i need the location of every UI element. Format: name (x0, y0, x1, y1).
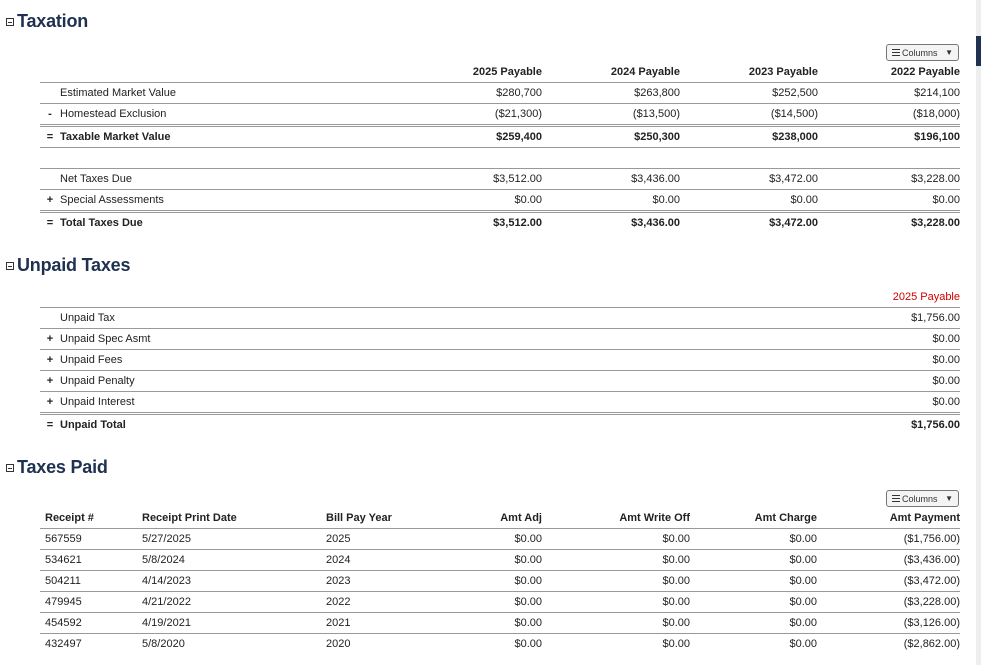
cell: 5/8/2024 (142, 550, 326, 571)
row-value: ($21,300) (220, 104, 542, 126)
row-value: $0.00 (820, 350, 960, 371)
row-label: Net Taxes Due (60, 169, 220, 190)
cell: $0.00 (542, 571, 690, 592)
cell: 504211 (40, 571, 142, 592)
row-label: Taxable Market Value (60, 126, 220, 148)
cell: $0.00 (542, 550, 690, 571)
row-label: Estimated Market Value (60, 83, 220, 104)
cell: 4/14/2023 (142, 571, 326, 592)
list-icon (892, 49, 900, 56)
row-label: Unpaid Fees (60, 350, 820, 371)
row-label: Unpaid Spec Asmt (60, 329, 820, 350)
collapse-icon[interactable] (6, 262, 14, 270)
col-header: 2025 Payable (472, 66, 542, 78)
cell: $0.00 (690, 571, 817, 592)
row-operator: + (40, 371, 60, 392)
col-header: Amt Charge (754, 512, 817, 524)
cell: 4/19/2021 (142, 613, 326, 634)
col-header: Receipt Print Date (142, 512, 237, 524)
row-value: $259,400 (220, 126, 542, 148)
cell: $0.00 (690, 613, 817, 634)
col-header: Receipt # (45, 512, 94, 524)
section-title: Unpaid Taxes (17, 255, 131, 275)
table-row (40, 392, 960, 414)
list-icon (892, 495, 900, 502)
row-operator: = (40, 126, 60, 148)
chevron-down-icon: ▼ (945, 48, 953, 57)
cell: $0.00 (690, 634, 817, 655)
cell: $0.00 (542, 613, 690, 634)
cell: 2022 (326, 592, 436, 613)
row-value: $238,000 (680, 126, 818, 148)
col-header: 2024 Payable (610, 66, 680, 78)
taxes-paid-table (40, 508, 960, 654)
row-operator (40, 169, 60, 190)
paid-section-header[interactable] (6, 457, 108, 478)
table-row (40, 550, 960, 571)
row-operator (40, 83, 60, 104)
row-value: $3,472.00 (680, 212, 818, 234)
row-operator: + (40, 392, 60, 414)
row-value: $214,100 (818, 83, 960, 104)
row-value: ($18,000) (818, 104, 960, 126)
row-value: $250,300 (542, 126, 680, 148)
table-row (40, 571, 960, 592)
row-value: $3,472.00 (680, 169, 818, 190)
cell: $0.00 (542, 592, 690, 613)
cell: $0.00 (436, 592, 542, 613)
col-header: 2023 Payable (748, 66, 818, 78)
table-row (40, 592, 960, 613)
cell: $0.00 (542, 529, 690, 550)
cell: $0.00 (436, 529, 542, 550)
section-title: Taxes Paid (17, 457, 108, 477)
row-value: $252,500 (680, 83, 818, 104)
cell: 454592 (40, 613, 142, 634)
cell: $0.00 (436, 634, 542, 655)
row-value: ($13,500) (542, 104, 680, 126)
row-value: $196,100 (818, 126, 960, 148)
table-row (40, 104, 960, 126)
row-label: Unpaid Interest (60, 392, 820, 414)
columns-button-label: Columns (902, 47, 938, 58)
taxation-section-header[interactable] (6, 11, 88, 32)
row-value: $263,800 (542, 83, 680, 104)
row-value: $3,512.00 (220, 169, 542, 190)
table-row (40, 126, 960, 148)
table-row (40, 308, 960, 329)
table-row (40, 371, 960, 392)
row-operator: - (40, 104, 60, 126)
collapse-icon[interactable] (6, 18, 14, 26)
row-value: ($14,500) (680, 104, 818, 126)
row-value: $0.00 (820, 392, 960, 414)
cell: $0.00 (436, 613, 542, 634)
table-row (40, 613, 960, 634)
cell: ($3,228.00) (817, 592, 960, 613)
cell: $0.00 (690, 529, 817, 550)
row-value: $1,756.00 (820, 414, 960, 436)
cell: 5/8/2020 (142, 634, 326, 655)
table-row (40, 350, 960, 371)
row-label: Total Taxes Due (60, 212, 220, 234)
row-operator: + (40, 350, 60, 371)
collapse-icon[interactable] (6, 464, 14, 472)
row-value: $1,756.00 (820, 308, 960, 329)
cell: ($3,436.00) (817, 550, 960, 571)
taxes-due-table (40, 168, 960, 233)
row-value: $3,228.00 (818, 212, 960, 234)
row-operator: = (40, 414, 60, 436)
columns-button-label: Columns (902, 493, 938, 504)
cell: $0.00 (436, 571, 542, 592)
row-label: Unpaid Penalty (60, 371, 820, 392)
market-value-table (40, 62, 960, 148)
cell: 2020 (326, 634, 436, 655)
scrollbar[interactable] (976, 0, 981, 665)
col-header: Amt Adj (500, 512, 542, 524)
row-value: $0.00 (220, 190, 542, 212)
cell: 4/21/2022 (142, 592, 326, 613)
col-header: 2025 Payable (892, 291, 960, 303)
scrollbar-thumb[interactable] (976, 36, 981, 66)
cell: 479945 (40, 592, 142, 613)
row-label: Special Assessments (60, 190, 220, 212)
cell: ($3,472.00) (817, 571, 960, 592)
row-value: $0.00 (818, 190, 960, 212)
row-value: $3,436.00 (542, 212, 680, 234)
col-header: 2022 Payable (890, 66, 960, 78)
unpaid-table (40, 287, 960, 435)
chevron-down-icon: ▼ (945, 494, 953, 503)
table-row (40, 83, 960, 104)
col-header: Amt Payment (889, 512, 960, 524)
columns-button[interactable] (886, 490, 959, 507)
section-title: Taxation (17, 11, 89, 31)
table-row (40, 212, 960, 234)
row-value: $3,436.00 (542, 169, 680, 190)
row-value: $0.00 (680, 190, 818, 212)
cell: $0.00 (436, 550, 542, 571)
table-row (40, 169, 960, 190)
row-operator: + (40, 329, 60, 350)
cell: 432497 (40, 634, 142, 655)
table-row (40, 329, 960, 350)
cell: 2025 (326, 529, 436, 550)
row-label: Unpaid Total (60, 414, 820, 436)
cell: ($3,126.00) (817, 613, 960, 634)
row-value: $0.00 (820, 329, 960, 350)
row-value: $280,700 (220, 83, 542, 104)
cell: $0.00 (690, 592, 817, 613)
cell: ($1,756.00) (817, 529, 960, 550)
row-value: $3,512.00 (220, 212, 542, 234)
col-header: Bill Pay Year (326, 512, 392, 524)
row-value: $0.00 (820, 371, 960, 392)
cell: $0.00 (690, 550, 817, 571)
row-operator: = (40, 212, 60, 234)
cell: ($2,862.00) (817, 634, 960, 655)
cell: 534621 (40, 550, 142, 571)
row-label: Unpaid Tax (60, 308, 820, 329)
row-operator: + (40, 190, 60, 212)
col-header: Amt Write Off (619, 512, 690, 524)
columns-button[interactable] (886, 44, 959, 61)
cell: 2023 (326, 571, 436, 592)
row-value: $0.00 (542, 190, 680, 212)
cell: 2021 (326, 613, 436, 634)
table-row (40, 529, 960, 550)
cell: 567559 (40, 529, 142, 550)
row-label: Homestead Exclusion (60, 104, 220, 126)
row-operator (40, 308, 60, 329)
cell: 2024 (326, 550, 436, 571)
unpaid-section-header[interactable] (6, 255, 130, 276)
row-value: $3,228.00 (818, 169, 960, 190)
table-row (40, 414, 960, 436)
table-row (40, 190, 960, 212)
cell: $0.00 (542, 634, 690, 655)
cell: 5/27/2025 (142, 529, 326, 550)
table-row (40, 634, 960, 655)
